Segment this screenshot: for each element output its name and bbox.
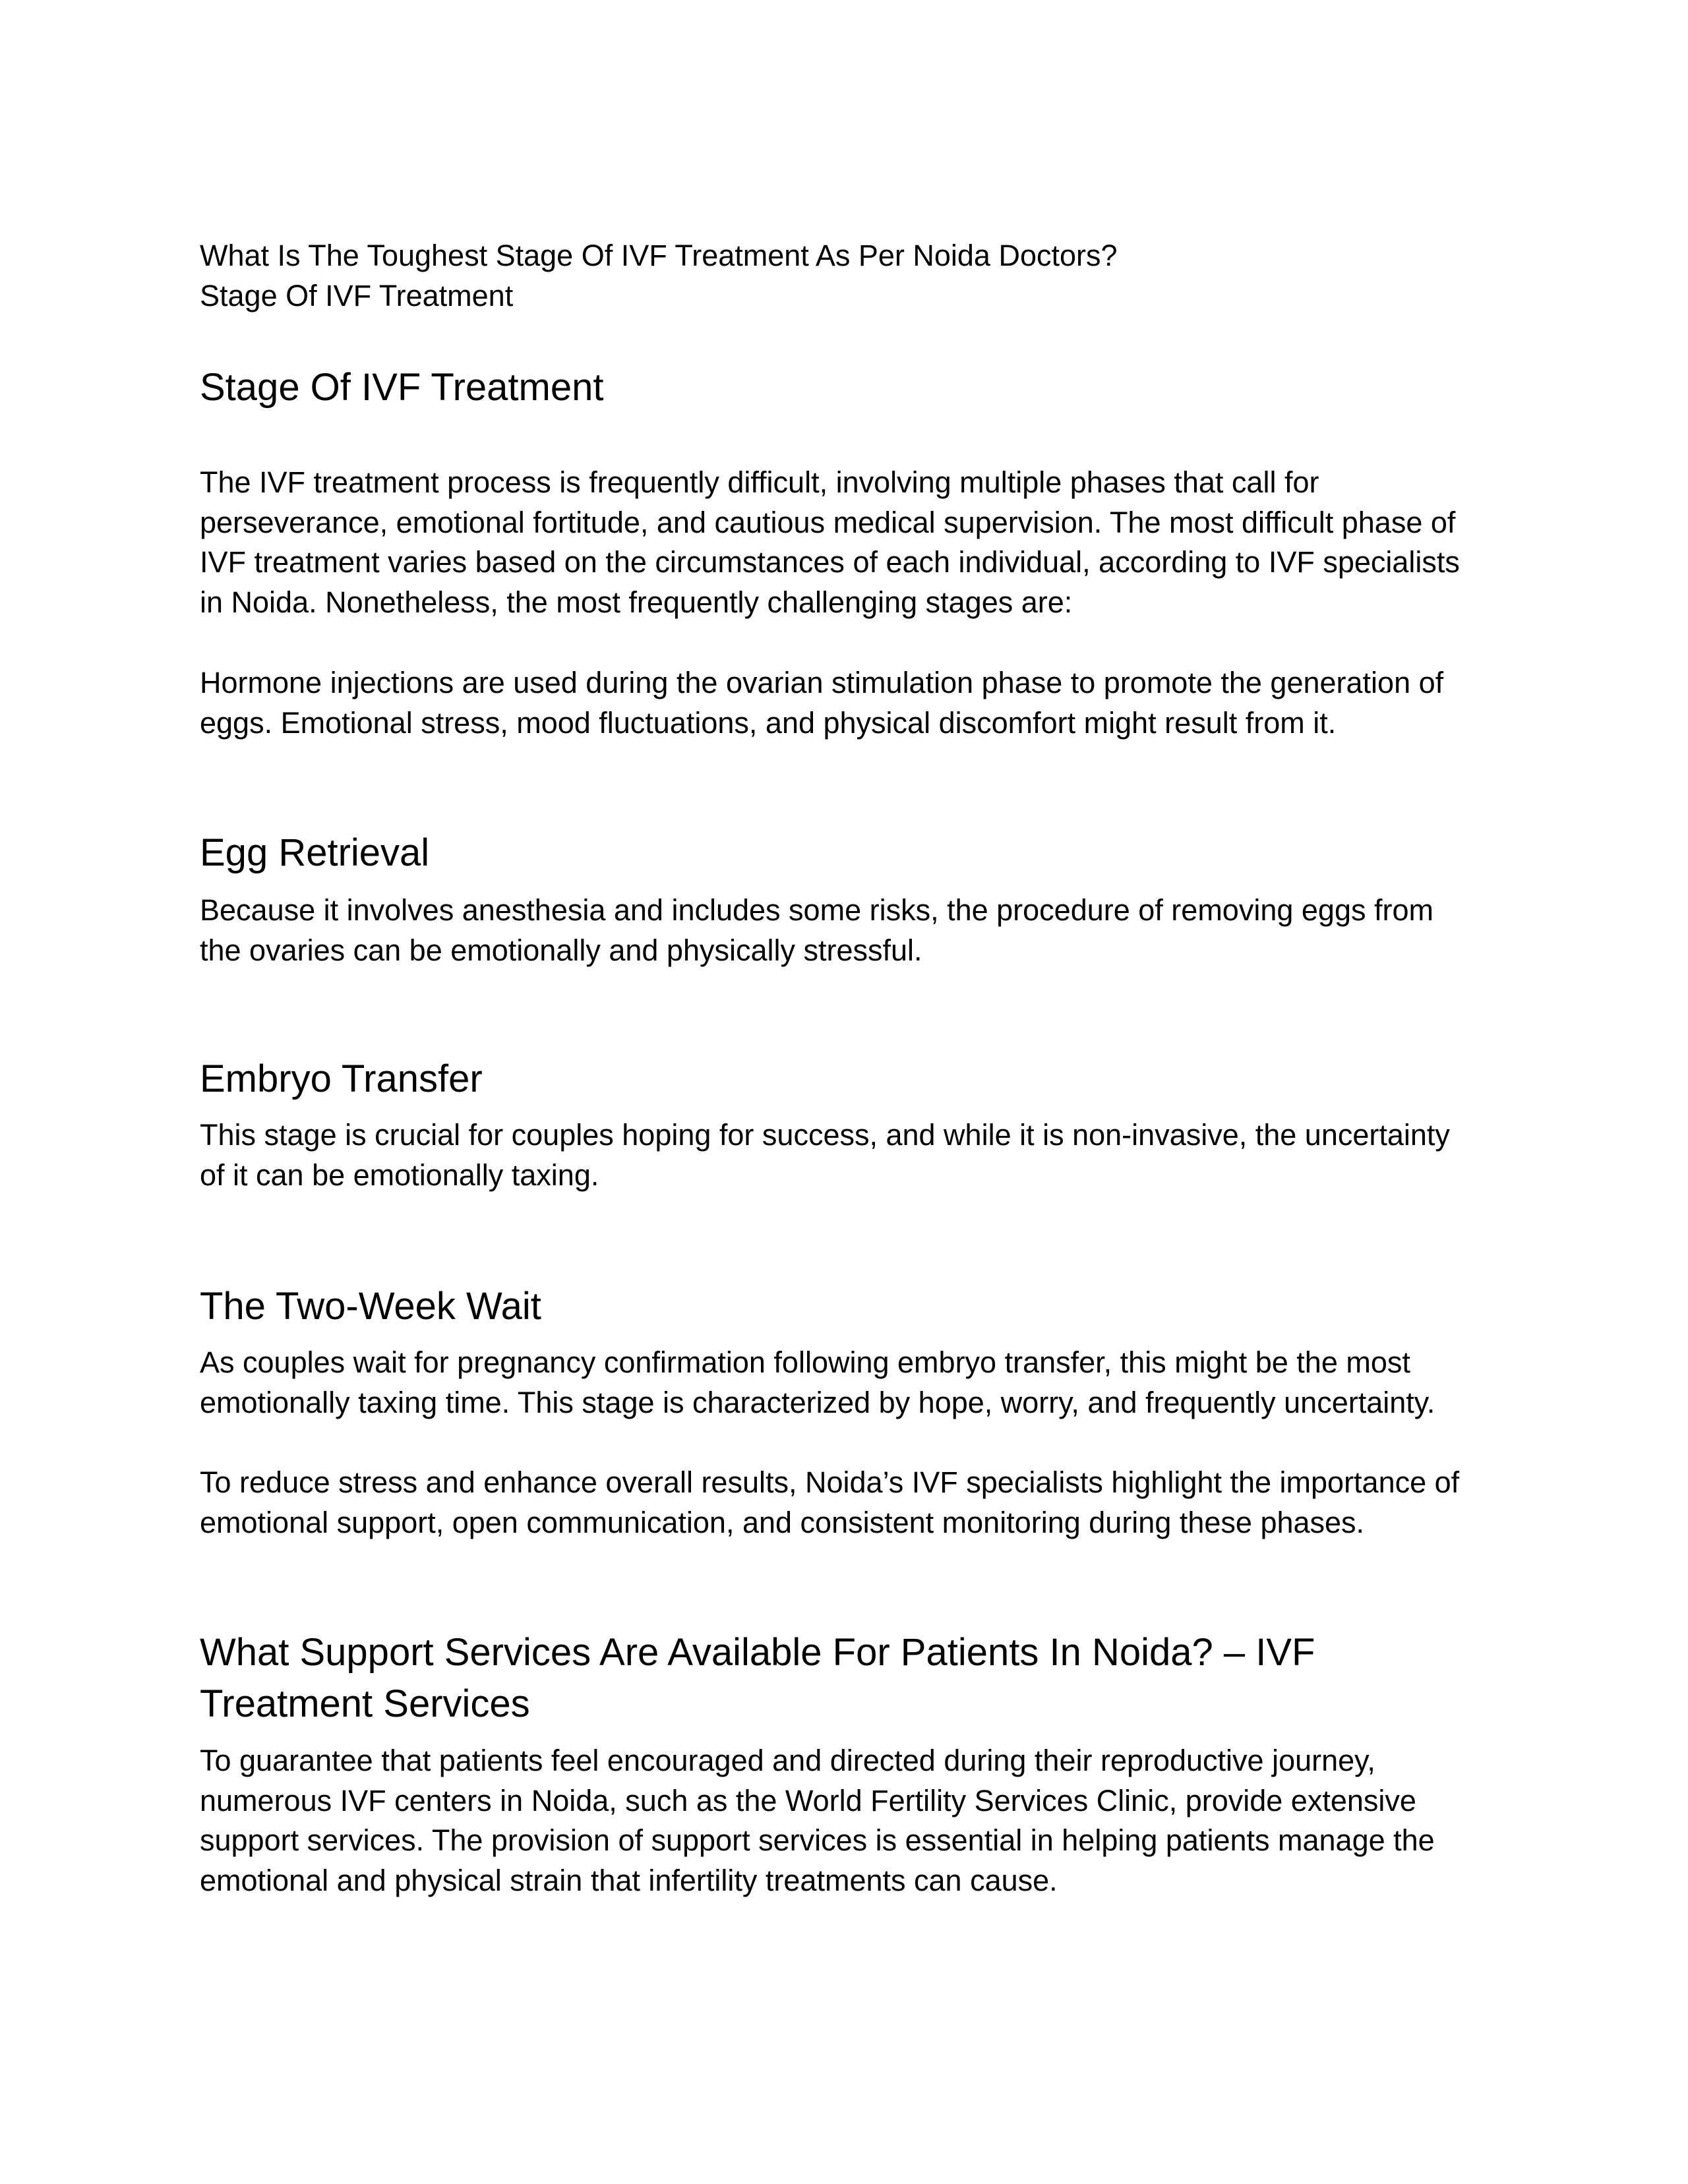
section-heading-stage-of-ivf <box>200 362 1519 413</box>
section-heading-embryo-transfer <box>200 1053 1519 1105</box>
paragraph-embryo-transfer <box>200 1115 1519 1195</box>
heading-line: Stage Of IVF Treatment <box>200 366 604 409</box>
text-line: of it can be emotionally taxing. <box>200 1158 599 1192</box>
heading-line: What Support Services Are Available For Patients In Noida? – IVF <box>200 1631 1315 1674</box>
text-line: support services. The provision of support services is essential in helping patients manage the <box>200 1823 1435 1858</box>
heading-line: The Two-Week Wait <box>200 1285 541 1328</box>
paragraph-reduce-stress <box>200 1463 1519 1543</box>
text-line: As couples wait for pregnancy confirmation following embryo transfer, this might be the most <box>200 1345 1410 1379</box>
text-line: IVF treatment varies based on the circumstances of each individual, according to IVF specialists <box>200 545 1460 579</box>
paragraph-egg-retrieval <box>200 891 1519 970</box>
text-line: emotional and physical strain that infertility treatments can cause. <box>200 1864 1058 1898</box>
text-line: numerous IVF centers in Noida, such as the World Fertility Services Clinic, provide extensive <box>200 1783 1416 1817</box>
heading-line: Treatment Services <box>200 1682 530 1725</box>
heading-line: Embryo Transfer <box>200 1057 483 1100</box>
paragraph-hormone-injections <box>200 663 1519 743</box>
title-line: What Is The Toughest Stage Of IVF Treatment As Per Noida Doctors? <box>200 239 1118 272</box>
section-heading-egg-retrieval <box>200 827 1519 879</box>
title-line: Stage Of IVF Treatment <box>200 278 514 312</box>
section-heading-two-week-wait <box>200 1281 1519 1332</box>
text-line: This stage is crucial for couples hoping for success, and while it is non-invasive, the uncertainty <box>200 1118 1450 1152</box>
document-title <box>200 236 1519 316</box>
text-line: emotional support, open communication, and consistent monitoring during these phases. <box>200 1505 1365 1539</box>
text-line: in Noida. Nonetheless, the most frequently challenging stages are: <box>200 585 1073 620</box>
paragraph-two-week-wait <box>200 1343 1519 1423</box>
heading-line: Egg Retrieval <box>200 831 430 874</box>
text-line: Hormone injections are used during the ovarian stimulation phase to promote the generation of <box>200 666 1444 699</box>
text-line: emotionally taxing time. This stage is characterized by hope, worry, and frequently uncertainty. <box>200 1385 1435 1419</box>
text-line: The IVF treatment process is frequently difficult, involving multiple phases that call for <box>200 465 1319 499</box>
paragraph-support-services <box>200 1741 1519 1901</box>
text-line: eggs. Emotional stress, mood fluctuations, and physical discomfort might result from it. <box>200 705 1337 740</box>
text-line: perseverance, emotional fortitude, and cautious medical supervision. The most difficult phase of <box>200 505 1456 539</box>
paragraph-ivf-process <box>200 463 1519 623</box>
text-line: To reduce stress and enhance overall results, Noida’s IVF specialists highlight the importance of <box>200 1465 1460 1499</box>
section-heading-support-services <box>200 1627 1519 1730</box>
text-line: To guarantee that patients feel encouraged and directed during their reproductive journey, <box>200 1744 1375 1777</box>
text-line: Because it involves anesthesia and includes some risks, the procedure of removing eggs from <box>200 893 1433 927</box>
text-line: the ovaries can be emotionally and physically stressful. <box>200 933 922 967</box>
